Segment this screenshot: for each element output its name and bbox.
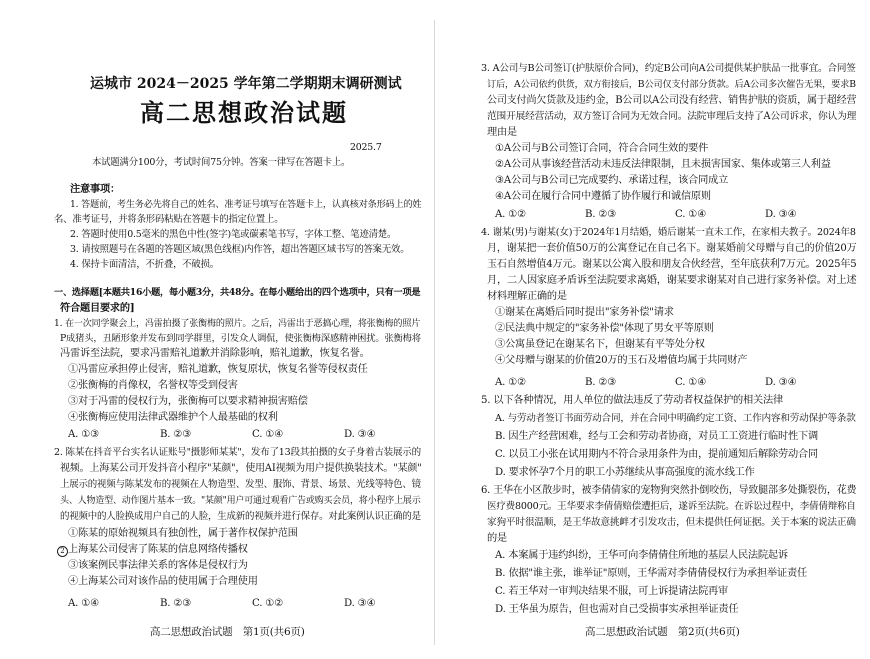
answer-choice: A. ①② <box>495 209 527 220</box>
answer-choice: C. ①④ <box>252 429 284 440</box>
question-option: B. 依据"谁主张，谁举证"原则，王华需对李倩倩侵权行为承担举证责任 <box>495 568 807 579</box>
answer-choice: A. ①④ <box>68 598 100 609</box>
answer-choice: D. ③④ <box>344 598 376 609</box>
question-stem: P成猪头，丑陋形象并发布到同学群里，引发众人调侃，使张衡梅深感精神困扰。张衡梅将 <box>60 333 421 344</box>
question-option: A. 本案属于违约纠纷，王华可向李倩倩住所地的基层人民法院起诉 <box>495 550 788 561</box>
question-option: ④张衡梅应使用法律武器维护个人最基础的权利 <box>68 412 278 423</box>
question-stem: 玉石自然增值4万元。谢某以公寓入股和朋友合伙经营，至年底获利7万元。2025年5 <box>487 259 857 270</box>
question-stem: 4. 谢某(男)与谢某(女)于2024年1月结婚，婚后谢某一直未工作，在家相夫教子。2024年8 <box>481 227 856 238</box>
question-stem: 公司支付尚欠货款及违约金，B公司以A公司没有经营、销售护肤的资质，属于超经营 <box>487 95 857 106</box>
question-option: ③对于冯雷的侵权行为，张衡梅可以要求精神损害赔偿 <box>68 396 308 407</box>
question-option: ②民法典中规定的"家务补偿"体现了男女平等原则 <box>495 323 714 334</box>
question-option: 上海某公司侵害了陈某的信息网络传播权 <box>68 544 248 555</box>
answer-choice: C. ①④ <box>675 377 707 388</box>
notice-line: 4. 保持卡面清洁，不折叠，不破损。 <box>70 259 219 270</box>
notice-line: 名、准考证号，并将条形码粘贴在答题卡的指定位置上。 <box>54 214 284 225</box>
exam-header: 运城市 2024－2025 学年第二学期期末调研测试 <box>90 76 402 92</box>
notice-line: 1. 答题前，考生务必先将自己的姓名、准考证号填写在答题卡上，认真核对条形码上的姓 <box>70 199 422 210</box>
question-stem: 的是 <box>487 533 507 544</box>
page-2 <box>435 0 870 659</box>
page-footer: 高二思想政治试题 第2页(共6页) <box>585 626 740 638</box>
question-option: ③A公司与B公司已完成要约、承诺过程，该合同成立 <box>495 175 729 186</box>
question-option: ①谢某在离婚后同时提出"家务补偿"请求 <box>495 307 674 318</box>
section-heading: 一、选择题[本题共16小题，每小题3分，共48分。在每小题给出的四个选项中，只有一项是 <box>54 287 421 298</box>
question-option: ④上海某公司对该作品的使用属于合理使用 <box>68 576 258 587</box>
question-stem: 医疗费8000元。王华要求李倩倩赔偿遭拒后，遂诉至法院。在诉讼过程中，李倩倩辩称自 <box>487 501 856 512</box>
question-stem: 理由是 <box>487 127 517 138</box>
question-stem: 材料理解正确的是 <box>487 291 567 302</box>
question-option: ①冯雷应承担停止侵害，赔礼道歉，恢复原状，恢复名誉等侵权责任 <box>68 364 368 375</box>
question-stem: 头、人物造型、动作图片基本一致。"某颜"用户可通过观看广告或购买会员，将小程序上展示 <box>60 496 421 506</box>
question-stem: 1. 在一次同学聚会上，冯雷拍摄了张衡梅的照片。之后，冯雷出于恶搞心理，将张衡梅的照片 <box>54 319 421 329</box>
section-heading: 符合题目要求的] <box>60 302 135 314</box>
question-option: ①A公司与B公司签订合同，符合合同生效的要件 <box>495 143 709 154</box>
question-stem: 冯雷诉至法院，要求冯雷赔礼道歉并消除影响，赔礼道歉，恢复名誉。 <box>60 348 370 359</box>
answer-choice: B. ②③ <box>585 377 617 388</box>
notice-line: 3. 请按照题号在各题的答题区域(黑色线框)内作答，超出答题区域书写的答案无效。 <box>70 244 410 255</box>
circled-number-2-icon: 2 <box>57 546 68 557</box>
question-stem: 月，二人因家庭矛盾诉至法院要求离婚，谢某要求谢某对自己进行家务补偿。对上述 <box>487 275 857 286</box>
notice-line: 2. 答题时使用0.5毫米的黑色中性(签字)笔或碳素笔书写，字体工整、笔迹清楚。 <box>70 229 397 240</box>
question-option: ④A公司在履行合同中遵循了协作履行和诚信原则 <box>495 191 711 202</box>
page-footer: 高二思想政治试题 第1页(共6页) <box>150 626 305 638</box>
answer-choice: C. ①② <box>252 598 284 609</box>
question-option: A. 与劳动者签订书面劳动合同，并在合同中明确约定工资、工作内容和劳动保护等条款 <box>495 413 856 424</box>
answer-choice: D. ③④ <box>765 377 797 388</box>
question-option: D. 要求怀孕7个月的职工小苏继续从事高强度的流水线工作 <box>495 467 755 478</box>
question-stem: 家狗平时很温顺，是王华故意挑衅才引发攻击，但未提供任何证据。关于本案的说法正确 <box>487 517 856 528</box>
question-stem: 视频。上海某公司开发抖音小程序"某颜"，使用AI视频为用户提供换装技术。"某颜" <box>60 463 422 474</box>
question-option: ③公寓虽登记在谢某名下，但谢某有平等处分权 <box>495 339 705 350</box>
question-option: ②张衡梅的肖像权，名誉权等受到侵害 <box>68 380 238 391</box>
question-option: ③该案例民事法律关系的客体是侵权行为 <box>68 560 248 571</box>
answer-choice: D. ③④ <box>765 209 797 220</box>
exam-date: 2025.7 <box>350 142 382 153</box>
answer-choice: B. ②③ <box>160 598 192 609</box>
answer-choice: A. ①② <box>495 377 527 388</box>
exam-info: 本试题满分100分，考试时间75分钟。答案一律写在答题卡上。 <box>92 157 351 168</box>
question-option: C. 若王华对一审判决结果不服，可上诉提请法院再审 <box>495 586 729 597</box>
question-stem: 的视频中的人脸换成用户自己的人脸，生成新的视频并进行保存。对此案例认识正确的是 <box>60 511 421 522</box>
question-stem: 月，谢某把一套价值50万的公寓登记在自己名下。谢某婚前父母赠与自己的价值20万 <box>487 243 857 254</box>
question-stem: 上展示的视频与陈某发布的视频在人物造型、发型、服饰、背景、场景、光线等特色、镜 <box>60 479 421 490</box>
question-stem: 2. 陈某在抖音平台实名认证账号"摄影师某某"，发布了13段其拍摄的女子身着古装展示的 <box>54 447 421 458</box>
question-stem: 5. 以下各种情况，用人单位的做法违反了劳动者权益保护的相关法律 <box>481 395 783 406</box>
answer-choice: D. ③④ <box>344 429 376 440</box>
question-option: ②A公司从事该经营活动未违反法律限制，且未损害国家、集体或第三人利益 <box>495 159 831 170</box>
answer-choice: C. ①④ <box>675 209 707 220</box>
answer-choice: B. ②③ <box>160 429 192 440</box>
question-stem: 6. 王华在小区散步时，被李倩倩家的宠物狗突然扑倒咬伤，导致腿部多处撕裂伤，花费 <box>481 485 857 496</box>
question-option: D. 王华虽为原告，但也需对自己受损事实承担举证责任 <box>495 604 739 615</box>
question-option: ④父母赠与谢某的价值20万的玉石及增值均属于共同财产 <box>495 355 748 366</box>
question-stem: 订后，A公司依约供货，双方衔接后，B公司仅支付部分货款。后A公司多次催告无果，要求B <box>487 79 856 90</box>
notice-title: 注意事项： <box>70 183 120 195</box>
question-stem: 范围开展经营活动，双方签订合同为无效合同。法院审理后支持了A公司诉求，你认为理 <box>487 111 857 122</box>
exam-title: 高二思想政治试题 <box>140 98 348 127</box>
question-option: C. 以员工小张在试用期内不符合录用条件为由，提前通知后解除劳动合同 <box>495 449 818 460</box>
question-option: B. 因生产经营困难，经与工会和劳动者协商，对员工工资进行临时性下调 <box>495 431 818 442</box>
answer-choice: A. ①③ <box>68 429 100 440</box>
question-stem: 3. A公司与B公司签订(护肤原价合同)，约定B公司向A公司提供某护肤品一批事宜。合同签 <box>481 63 856 74</box>
question-option: ①陈某的原始视频具有独创性，属于著作权保护范围 <box>68 528 298 539</box>
answer-choice: B. ②③ <box>585 209 617 220</box>
